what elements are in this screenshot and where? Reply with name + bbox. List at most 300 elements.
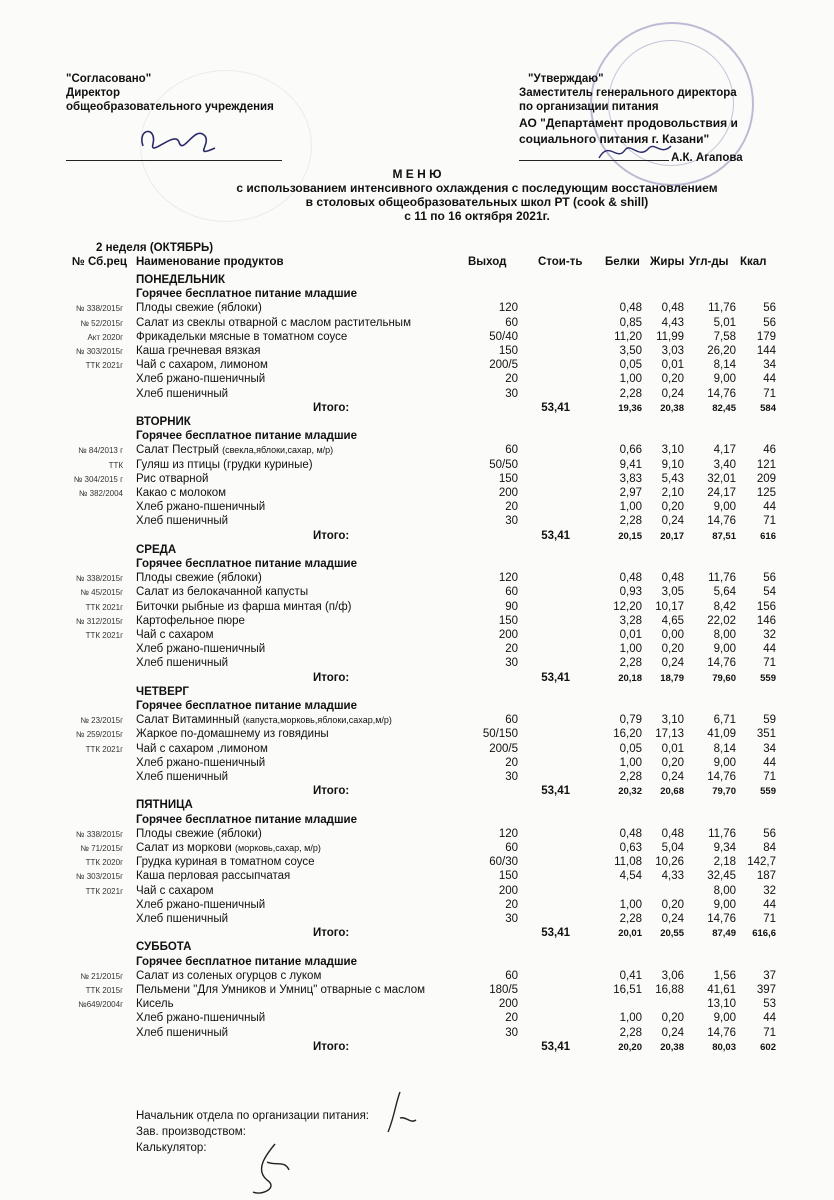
portion-output: 20: [505, 898, 518, 911]
dish-name: [136, 771, 228, 783]
kcal-value: 187: [756, 870, 776, 883]
carbs-value: 9,00: [713, 1012, 736, 1025]
dish-name-text: Грудка куриная в томатном соусе: [136, 856, 315, 869]
approval-right-line4: социального питания г. Казани": [519, 132, 710, 146]
kcal-value: 44: [763, 501, 776, 514]
footer-production-head: Зав. производством:: [136, 1126, 246, 1138]
fat-value: 2,10: [661, 487, 684, 499]
kcal-value: 71: [763, 657, 776, 670]
dish-name: [136, 586, 308, 598]
carbs-value: 8,00: [713, 884, 736, 897]
protein-value: 0,93: [619, 586, 642, 599]
total-label: Итого:: [313, 401, 350, 414]
dish-name: [136, 757, 265, 769]
total-kcal: 559: [760, 786, 776, 798]
kcal-value: 71: [763, 387, 776, 400]
dish-name: [136, 913, 228, 925]
menu-item-row: [0, 856, 834, 870]
portion-output: 200/5: [489, 742, 518, 755]
dish-name-text: Хлеб ржано-пшеничный: [136, 756, 266, 769]
total-protein: 20,32: [618, 786, 642, 798]
protein-value: 16,51: [613, 984, 642, 996]
fat-value: 3,10: [661, 444, 684, 457]
fat-value: 4,65: [661, 614, 684, 627]
carbs-value: 11,76: [708, 827, 736, 840]
menu-item-row: [0, 586, 834, 600]
dish-name-text: Плоды свежие (яблоки): [136, 827, 262, 840]
total-row: [0, 927, 834, 941]
kcal-value: 156: [756, 600, 776, 613]
dish-name-text: Каша перловая рассыпчатая: [136, 870, 291, 883]
carbs-value: 14,76: [707, 1026, 736, 1039]
protein-value: 3,28: [619, 614, 642, 627]
fat-value: 4,33: [661, 870, 684, 883]
recipe-code: № 71/2015г: [80, 844, 123, 853]
carbs-value: 9,00: [713, 373, 736, 386]
day-name: СУББОТА: [136, 941, 192, 954]
fat-value: 0,48: [661, 302, 684, 315]
menu-date-range: с 11 по 16 октября 2021г.: [404, 209, 550, 223]
dish-name: [136, 601, 352, 613]
recipe-code: № 338/2015г: [75, 304, 123, 314]
portion-output: 60: [505, 444, 518, 457]
carbs-value: 7,58: [713, 330, 736, 343]
dish-name: [136, 317, 411, 329]
kcal-value: 56: [763, 302, 776, 315]
meal-category-label: Горячее бесплатное питание младшие: [136, 813, 358, 826]
protein-value: 2,28: [619, 1026, 642, 1039]
total-row: [0, 402, 834, 416]
dish-name: [136, 487, 226, 499]
fat-value: 0,01: [661, 359, 684, 372]
menu-item-row: [0, 757, 834, 771]
kcal-value: 146: [756, 614, 776, 627]
dish-name: [136, 643, 265, 655]
menu-title: М Е Н Ю: [392, 167, 442, 181]
protein-value: 0,48: [619, 302, 642, 315]
kcal-value: 351: [756, 728, 776, 741]
dish-name: [136, 629, 214, 641]
fat-value: 5,04: [661, 842, 684, 854]
carbs-value: 32,45: [707, 870, 736, 883]
dish-name: [136, 615, 245, 627]
kcal-value: 34: [763, 742, 776, 755]
menu-item-row: [0, 828, 834, 842]
day-header: [0, 544, 834, 558]
meal-category-label: Горячее бесплатное питание младшие: [136, 700, 358, 712]
approval-right-signer: А.К. Агапова: [671, 152, 743, 164]
dish-composition-note: (морковь,сахар, м/р): [235, 843, 321, 853]
protein-value: 1,00: [619, 756, 642, 769]
total-label: Итого:: [313, 671, 350, 684]
portion-output: 60: [505, 714, 518, 727]
protein-value: 2,97: [619, 487, 642, 499]
menu-item-row: [0, 444, 834, 458]
protein-value: 1,00: [619, 501, 642, 514]
dish-name-text: Хлеб пшеничный: [136, 515, 229, 528]
dish-name: [136, 657, 228, 669]
recipe-code: № 21/2015г: [80, 971, 123, 981]
menu-item-row: [0, 771, 834, 785]
dish-name-text: Салат Пестрый: [136, 444, 223, 457]
menu-item-row: [0, 870, 834, 884]
fat-value: 11,99: [656, 330, 684, 343]
portion-output: 60: [505, 969, 518, 982]
fat-value: 10,17: [655, 600, 684, 613]
total-row: [0, 785, 834, 799]
carbs-value: 13,10: [707, 998, 736, 1011]
day-header: [0, 274, 834, 288]
total-carbs: 82,45: [712, 402, 736, 414]
total-label: Итого:: [313, 1040, 350, 1053]
total-kcal: 602: [760, 1041, 776, 1053]
menu-item-row: [0, 998, 834, 1012]
dish-name-text: Гуляш из птицы (грудки куриные): [136, 458, 313, 471]
dish-name: [136, 515, 228, 527]
carbs-value: 24,17: [707, 487, 736, 499]
menu-item-row: [0, 1027, 834, 1041]
kcal-value: 125: [756, 487, 776, 499]
fat-value: 0,20: [661, 1012, 684, 1025]
carbs-value: 2,18: [713, 856, 736, 869]
dish-name-text: Чай с сахаром: [136, 629, 214, 641]
col-carbs: Угл-ды: [689, 256, 729, 268]
total-protein: 20,01: [618, 928, 642, 940]
kcal-value: 44: [763, 1012, 776, 1025]
fat-value: 0,48: [661, 572, 684, 585]
carbs-value: 11,76: [708, 572, 736, 585]
approval-right-line1: Заместитель генерального директора: [519, 87, 737, 99]
kcal-value: 32: [763, 884, 776, 897]
protein-value: 4,54: [619, 870, 642, 883]
dish-name: [136, 842, 321, 854]
carbs-value: 1,56: [713, 969, 736, 982]
portion-output: 20: [505, 373, 518, 386]
kcal-value: 209: [756, 472, 776, 485]
protein-value: 0,79: [619, 714, 642, 727]
total-carbs: 87,49: [712, 928, 736, 940]
menu-item-row: [0, 615, 834, 629]
recipe-code: № 23/2015г: [80, 716, 123, 726]
menu-item-row: [0, 317, 834, 331]
total-protein: 19,36: [618, 402, 642, 414]
approval-left-title: "Согласовано": [66, 73, 152, 85]
dish-name-text: Биточки рыбные из фарша минтая (п/ф): [136, 600, 352, 613]
dish-name: [136, 459, 313, 471]
protein-value: 9,41: [619, 458, 642, 471]
menu-item-row: [0, 885, 834, 899]
total-kcal: 616: [760, 530, 776, 542]
dish-name-text: Картофельное пюре: [136, 614, 245, 627]
protein-value: 1,00: [619, 643, 642, 656]
dish-name-text: Жаркое по-домашнему из говядины: [136, 728, 329, 741]
kcal-value: 37: [763, 969, 776, 982]
dish-name: [136, 1027, 228, 1039]
recipe-code: ТТК 2020г: [85, 858, 123, 868]
carbs-value: 5,64: [713, 586, 736, 599]
col-protein: Белки: [605, 256, 640, 268]
portion-output: 150: [498, 472, 518, 485]
carbs-value: 3,40: [713, 458, 736, 471]
recipe-code: ТТК 2021г: [85, 361, 123, 371]
menu-item-row: [0, 345, 834, 359]
meal-category: [0, 288, 834, 302]
footer-signature-1: [380, 1088, 420, 1138]
kcal-value: 71: [763, 771, 776, 783]
meal-category-label: Горячее бесплатное питание младшие: [136, 430, 358, 443]
menu-item-row: [0, 984, 834, 998]
fat-value: 3,10: [661, 714, 684, 727]
deputy-signature: [595, 138, 675, 168]
dish-name: [136, 728, 329, 740]
protein-value: 2,28: [619, 913, 642, 925]
column-header-row: [0, 256, 834, 270]
dish-name: [136, 1012, 265, 1024]
menu-item-row: [0, 302, 834, 316]
recipe-code: ТТК 2021г: [85, 886, 123, 896]
col-output: Выход: [468, 256, 507, 268]
dish-name-text: Хлеб ржано-пшеничный: [136, 373, 266, 386]
carbs-value: 8,42: [713, 600, 736, 613]
portion-output: 120: [498, 572, 518, 585]
dish-name-text: Плоды свежие (яблоки): [136, 572, 262, 585]
menu-item-row: [0, 970, 834, 984]
dish-name-text: Какао с молоком: [136, 487, 227, 499]
portion-output: 30: [505, 387, 518, 400]
carbs-value: 14,76: [707, 657, 736, 670]
carbs-value: 22,02: [707, 614, 736, 627]
recipe-code: № 304/2015 г: [73, 474, 123, 484]
carbs-value: 6,71: [713, 714, 736, 727]
carbs-value: 14,76: [707, 387, 736, 400]
kcal-value: 44: [763, 756, 776, 769]
dish-name: [136, 885, 214, 897]
dish-name: [136, 473, 208, 485]
dish-name: [136, 444, 333, 456]
portion-output: 30: [505, 913, 518, 925]
fat-value: 0,20: [661, 373, 684, 386]
portion-output: 50/50: [489, 458, 518, 471]
portion-output: 150: [498, 870, 518, 883]
kcal-value: 142,7: [747, 856, 776, 869]
total-carbs: 80,03: [712, 1041, 736, 1053]
dish-name-text: Хлеб пшеничный: [136, 387, 229, 400]
protein-value: 0,66: [619, 444, 642, 457]
protein-value: 0,05: [619, 742, 642, 755]
meal-category-label: Горячее бесплатное питание младшие: [136, 955, 358, 968]
recipe-code: ТТК 2021г: [85, 602, 123, 612]
menu-item-row: [0, 743, 834, 757]
dish-name-text: Хлеб пшеничный: [136, 913, 229, 925]
menu-item-row: [0, 388, 834, 402]
recipe-code: № 259/2015г: [75, 730, 123, 740]
kcal-value: 144: [756, 345, 776, 357]
total-row: [0, 530, 834, 544]
fat-value: 0,20: [661, 643, 684, 656]
fat-value: 17,13: [655, 728, 684, 741]
dish-name-text: Кисель: [136, 998, 174, 1011]
col-kcal: Ккал: [740, 256, 767, 268]
total-fat: 20,17: [660, 530, 684, 542]
day-header: [0, 941, 834, 955]
portion-output: 30: [505, 515, 518, 528]
total-cost: 53,41: [541, 785, 570, 798]
fat-value: 3,05: [661, 586, 684, 599]
kcal-value: 179: [756, 330, 776, 343]
dish-name: [136, 388, 228, 400]
dish-composition-note: (капуста,морковь,яблоки,сахар,м/р): [242, 715, 392, 726]
total-cost: 53,41: [541, 401, 570, 414]
protein-value: 0,85: [619, 316, 642, 329]
dish-name: [136, 714, 392, 726]
portion-output: 20: [505, 501, 518, 514]
dish-name-text: Салат Витаминный: [136, 714, 243, 727]
carbs-value: 14,76: [707, 771, 736, 783]
fat-value: 9,10: [661, 458, 684, 471]
dish-name-text: Рис отварной: [136, 472, 209, 485]
total-kcal: 616,6: [752, 928, 776, 940]
footer-calculator: Калькулятор:: [136, 1142, 207, 1154]
portion-output: 200: [498, 487, 518, 499]
menu-item-row: [0, 899, 834, 913]
total-label: Итого:: [313, 927, 350, 940]
menu-item-row: [0, 487, 834, 501]
recipe-code: № 84/2013 г: [78, 446, 123, 456]
kcal-value: 59: [763, 714, 776, 727]
recipe-code: № 303/2015г: [75, 347, 123, 356]
fat-value: 0,00: [661, 629, 684, 641]
total-protein: 20,20: [618, 1041, 642, 1053]
menu-item-row: [0, 331, 834, 345]
total-kcal: 559: [760, 672, 776, 684]
dish-name: [136, 373, 265, 385]
recipe-code: № 338/2015г: [75, 829, 123, 839]
total-cost: 53,41: [541, 529, 570, 542]
protein-value: 0,01: [619, 629, 642, 641]
menu-subtitle-2: в столовых общеобразовательных школ РТ (cook & shill): [305, 195, 649, 209]
protein-value: 2,28: [619, 515, 642, 528]
carbs-value: 8,00: [713, 629, 736, 641]
portion-output: 60: [505, 842, 518, 854]
portion-output: 20: [505, 1012, 518, 1025]
fat-value: 0,20: [661, 898, 684, 911]
total-protein: 20,15: [618, 530, 642, 542]
portion-output: 50/150: [482, 728, 518, 741]
fat-value: 0,01: [661, 742, 684, 755]
menu-item-row: [0, 501, 834, 515]
portion-output: 90: [505, 600, 518, 613]
total-carbs: 79,60: [712, 672, 736, 684]
protein-value: 3,83: [619, 472, 642, 485]
kcal-value: 397: [756, 984, 776, 996]
day-name: ПОНЕДЕЛЬНИК: [136, 274, 225, 286]
approval-left-line2: общеобразовательного учреждения: [66, 101, 274, 113]
dish-name-text: Плоды свежие (яблоки): [136, 302, 262, 315]
dish-name: [136, 345, 260, 357]
menu-item-row: [0, 572, 834, 586]
fat-value: 0,24: [661, 387, 684, 400]
approval-right-line2: по организации питания: [519, 101, 659, 113]
kcal-value: 121: [756, 458, 776, 471]
dish-name-text: Чай с сахаром ,лимоном: [136, 742, 268, 755]
kcal-value: 71: [763, 1026, 776, 1039]
total-cost: 53,41: [541, 671, 570, 684]
kcal-value: 84: [763, 842, 776, 854]
portion-output: 200: [498, 884, 518, 897]
menu-item-row: [0, 601, 834, 615]
portion-output: 200: [498, 998, 518, 1011]
kcal-value: 44: [763, 373, 776, 386]
portion-output: 60: [505, 316, 518, 329]
fat-value: 4,43: [661, 316, 684, 329]
dish-name: [136, 899, 265, 911]
carbs-value: 9,00: [713, 756, 736, 769]
menu-item-row: [0, 359, 834, 373]
menu-item-row: [0, 913, 834, 927]
dish-name-text: Салат из белокачанной капусты: [136, 586, 309, 599]
kcal-value: 56: [763, 572, 776, 585]
protein-value: 1,00: [619, 373, 642, 386]
carbs-value: 4,17: [713, 444, 736, 457]
portion-output: 20: [505, 643, 518, 656]
recipe-code: № 45/2015г: [80, 588, 123, 598]
dish-name: [136, 572, 262, 584]
recipe-code: ТТК 2021г: [85, 631, 123, 640]
protein-value: 16,20: [613, 728, 642, 741]
day-name: ВТОРНИК: [136, 416, 191, 428]
week-label: 2 неделя (ОКТЯБРЬ): [96, 242, 214, 254]
recipe-code: № 303/2015г: [75, 872, 123, 882]
day-name: ПЯТНИЦА: [136, 799, 193, 812]
day-header: [0, 416, 834, 430]
meal-category-label: Горячее бесплатное питание младшие: [136, 288, 358, 301]
kcal-value: 44: [763, 643, 776, 656]
fat-value: 5,43: [661, 472, 684, 485]
menu-item-row: [0, 728, 834, 742]
portion-output: 200: [498, 629, 518, 641]
protein-value: 11,20: [614, 330, 642, 343]
day-name: ЧЕТВЕРГ: [136, 685, 189, 698]
menu-subtitle-1: с использованием интенсивного охлаждения с последующим восстановлением: [236, 181, 718, 195]
kcal-value: 46: [763, 444, 776, 457]
carbs-value: 9,00: [713, 898, 736, 911]
portion-output: 30: [505, 1026, 518, 1039]
dish-name-text: Чай с сахаром, лимоном: [136, 359, 268, 372]
carbs-value: 26,20: [707, 345, 736, 357]
approval-right-title: "Утверждаю": [528, 73, 604, 85]
day-header: [0, 686, 834, 700]
menu-item-row: [0, 629, 834, 643]
carbs-value: 9,34: [713, 842, 736, 854]
protein-value: 0,48: [619, 827, 642, 840]
portion-output: 20: [505, 756, 518, 769]
dish-name: [136, 501, 265, 513]
total-row: [0, 1041, 834, 1055]
approval-left-line1: Директор: [66, 87, 120, 99]
dish-name-text: Хлеб ржано-пшеничный: [136, 501, 266, 514]
dish-name: [136, 359, 268, 371]
fat-value: 0,24: [661, 1026, 684, 1039]
kcal-value: 44: [763, 898, 776, 911]
recipe-code: ТТК: [108, 460, 123, 470]
protein-value: 1,00: [619, 898, 642, 911]
menu-item-row: [0, 1012, 834, 1026]
dish-name-text: Чай с сахаром: [136, 884, 214, 897]
carbs-value: 14,76: [707, 913, 736, 925]
meal-category: [0, 700, 834, 714]
total-label: Итого:: [313, 785, 350, 798]
total-fat: 20,38: [660, 1041, 684, 1053]
